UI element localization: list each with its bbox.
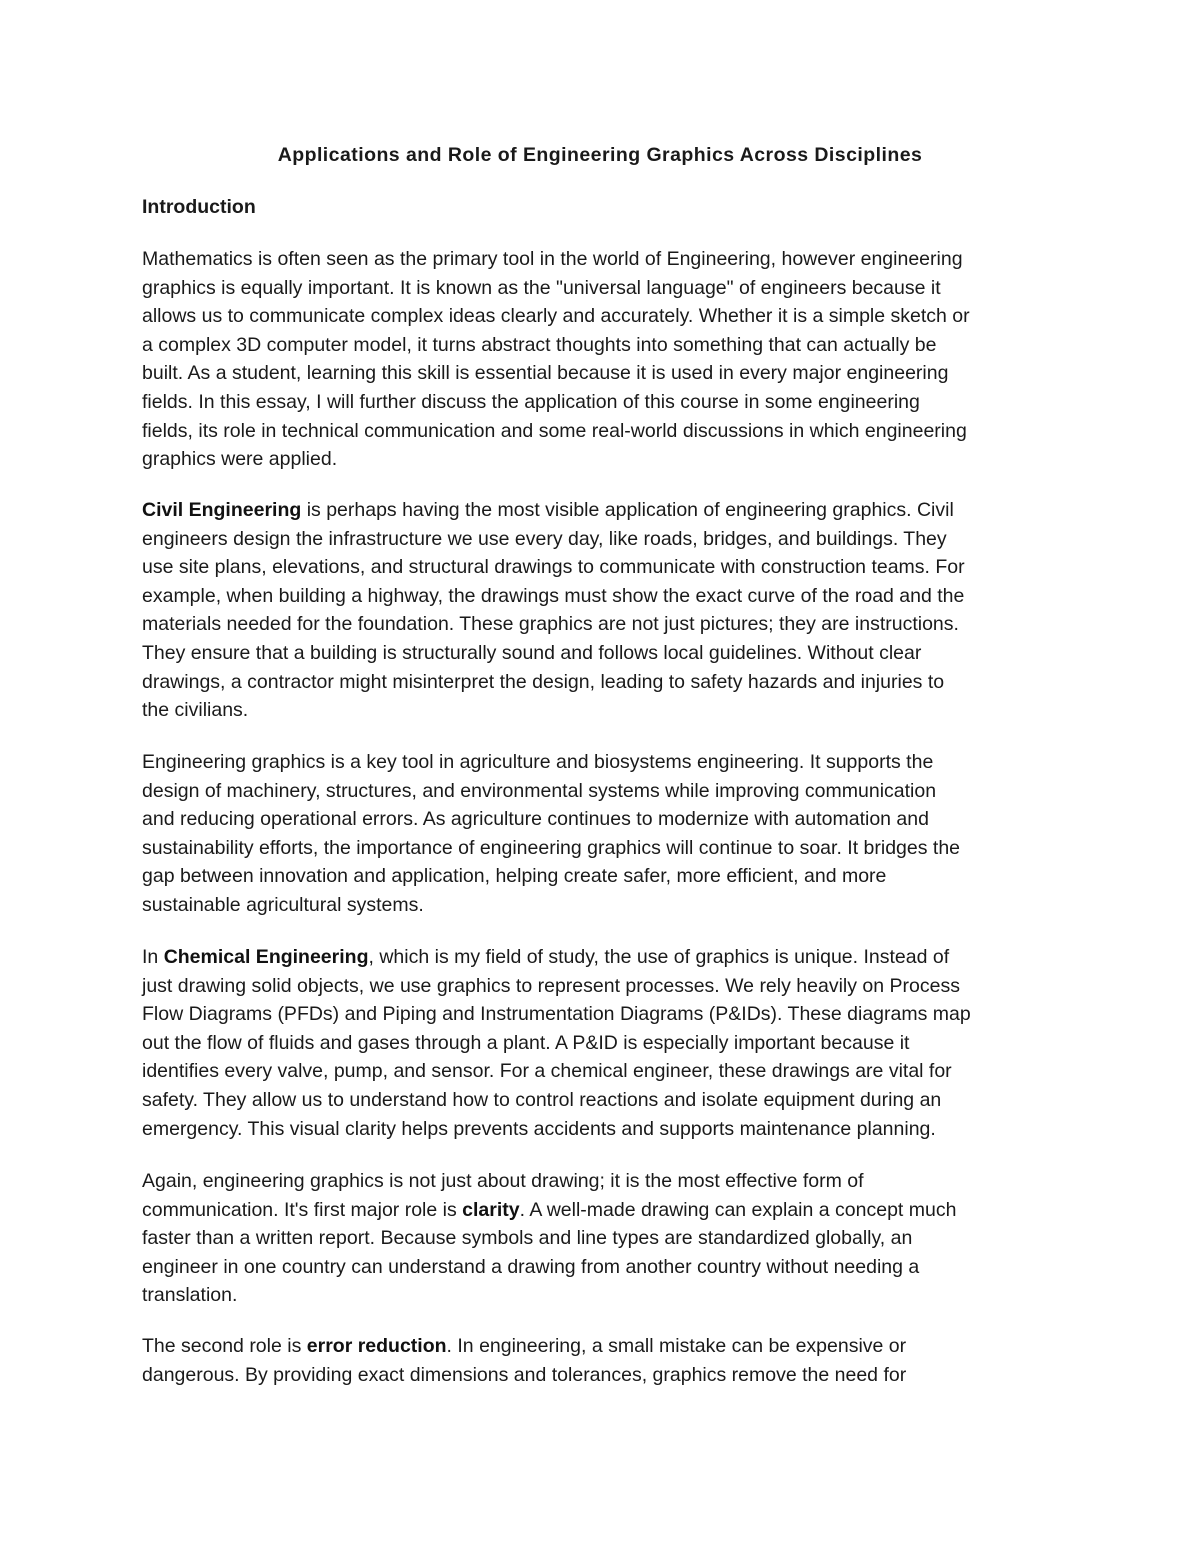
- section-heading-introduction: Introduction: [142, 196, 256, 218]
- paragraph-line: [142, 245, 1062, 274]
- paragraph-line: [142, 639, 1062, 668]
- text-run: out the flow of fluids and gases through a plant. A P&ID is especially important because it: [142, 1031, 910, 1054]
- text-run: just drawing solid objects, we use graphics to represent processes. We rely heavily on Process: [142, 974, 960, 997]
- bold-term: Civil Engineering: [142, 499, 302, 521]
- paragraph-line: [142, 972, 1062, 1001]
- text-run: In: [142, 946, 164, 968]
- text-run: Flow Diagrams (PFDs) and Piping and Instrumentation Diagrams (P&IDs). These diagrams map: [142, 1003, 971, 1026]
- bold-term: error reduction: [306, 1335, 447, 1357]
- text-run: translation.: [142, 1284, 238, 1307]
- bold-term: Chemical Engineering: [163, 946, 369, 968]
- paragraph-line: [142, 1196, 1062, 1225]
- paragraph-line: [142, 1281, 1062, 1310]
- paragraph-line: [142, 1361, 1062, 1390]
- paragraph-line: [142, 1253, 1062, 1282]
- paragraph-line: [142, 496, 1062, 525]
- paragraph-clarity-role: [142, 1167, 1062, 1310]
- paragraph-line: [142, 696, 1062, 725]
- text-run: communication. It's first major role is: [142, 1198, 463, 1221]
- paragraph-line: [142, 1057, 1062, 1086]
- paragraph-error-reduction-role: [142, 1332, 1062, 1389]
- document-title: Applications and Role of Engineering Graphics Across Disciplines: [277, 144, 923, 166]
- text-run: They ensure that a building is structurally sound and follows local guidelines. Without clear: [142, 641, 922, 664]
- text-run: faster than a written report. Because symbols and line types are standardized globally, an: [142, 1227, 913, 1250]
- text-run: engineers design the infrastructure we use every day, like roads, bridges, and buildings. They: [142, 527, 947, 550]
- text-run: engineer in one country can understand a drawing from another country without needing a: [142, 1255, 920, 1278]
- paragraph-line: [142, 1086, 1062, 1115]
- paragraph-agricultural-engineering: [142, 748, 1062, 920]
- paragraph-line: [142, 805, 1062, 834]
- paragraph-line: [142, 417, 1062, 446]
- paragraph-line: [142, 1167, 1062, 1196]
- paragraph-line: [142, 891, 1062, 920]
- paragraph-line: [142, 582, 1062, 611]
- paragraph-line: [142, 834, 1062, 863]
- paragraph-line: [142, 943, 1062, 972]
- paragraph-line: [142, 359, 1062, 388]
- text-run: graphics were applied.: [142, 448, 338, 471]
- paragraph-line: [142, 610, 1062, 639]
- paragraph-line: [142, 1000, 1062, 1029]
- text-run: emergency. This visual clarity helps prevents accidents and supports maintenance planning.: [142, 1117, 936, 1140]
- text-run: graphics is equally important. It is known as the "universal language" of engineers because it: [142, 276, 941, 299]
- text-run: a complex 3D computer model, it turns abstract thoughts into something that can actually be: [142, 333, 937, 356]
- text-run: design of machinery, structures, and environmental systems while improving communication: [142, 779, 937, 802]
- bold-term: clarity: [462, 1198, 520, 1221]
- paragraph-line: [142, 1029, 1062, 1058]
- paragraph-line: [142, 553, 1062, 582]
- paragraph-line: [142, 1332, 1062, 1361]
- paragraph-line: [142, 668, 1062, 697]
- text-run: gap between innovation and application, helping create safer, more efficient, and more: [142, 865, 887, 888]
- text-run: allows us to communicate complex ideas clearly and accurately. Whether it is a simple sketch or: [142, 305, 970, 328]
- text-run: materials needed for the foundation. These graphics are not just pictures; they are instructions.: [142, 613, 959, 636]
- text-run: Engineering graphics is a key tool in agriculture and biosystems engineering. It supports the: [142, 751, 934, 773]
- text-run: Again, engineering graphics is not just about drawing; it is the most effective form of: [142, 1170, 864, 1192]
- text-run: sustainability efforts, the importance of engineering graphics will continue to soar. It bridges the: [142, 836, 961, 859]
- paragraph-line: [142, 1224, 1062, 1253]
- text-run: use site plans, elevations, and structural drawings to communicate with construction teams. For: [142, 556, 965, 579]
- paragraph-line: [142, 274, 1062, 303]
- text-run: . A well-made drawing can explain a concept much: [519, 1198, 957, 1221]
- paragraph-line: [142, 748, 1062, 777]
- paragraph-civil-engineering: [142, 496, 1062, 725]
- text-run: fields. In this essay, I will further discuss the application of this course in some engineering: [142, 390, 920, 413]
- paragraph-line: [142, 525, 1062, 554]
- text-run: . In engineering, a small mistake can be expensive or: [446, 1335, 907, 1357]
- paragraph-introduction: [142, 245, 1062, 474]
- paragraph-line: [142, 331, 1062, 360]
- paragraph-line: [142, 1115, 1062, 1144]
- text-run: , which is my field of study, the use of graphics is unique. Instead of: [368, 946, 950, 968]
- text-run: the civilians.: [142, 699, 249, 722]
- text-run: Mathematics is often seen as the primary tool in the world of Engineering, however engineering: [142, 248, 963, 270]
- text-run: safety. They allow us to understand how to control reactions and isolate equipment during an: [142, 1088, 942, 1111]
- text-run: identifies every valve, pump, and sensor. For a chemical engineer, these drawings are vital for: [142, 1060, 952, 1083]
- paragraph-line: [142, 777, 1062, 806]
- text-run: sustainable agricultural systems.: [142, 893, 424, 916]
- paragraph-chemical-engineering: [142, 943, 1062, 1143]
- text-run: and reducing operational errors. As agriculture continues to modernize with automation and: [142, 808, 929, 831]
- text-run: built. As a student, learning this skill is essential because it is used in every major engineering: [142, 362, 949, 385]
- paragraph-line: [142, 862, 1062, 891]
- text-run: is perhaps having the most visible application of engineering graphics. Civil: [301, 499, 954, 521]
- text-run: The second role is: [142, 1335, 307, 1357]
- text-run: drawings, a contractor might misinterpret the design, leading to safety hazards and injuries to: [142, 670, 945, 693]
- paragraph-line: [142, 445, 1062, 474]
- paragraph-line: [142, 302, 1062, 331]
- text-run: dangerous. By providing exact dimensions and tolerances, graphics remove the need for: [142, 1363, 907, 1386]
- paragraph-line: [142, 388, 1062, 417]
- text-run: example, when building a highway, the drawings must show the exact curve of the road and the: [142, 584, 965, 607]
- text-run: fields, its role in technical communication and some real-world discussions in which engineering: [142, 419, 967, 442]
